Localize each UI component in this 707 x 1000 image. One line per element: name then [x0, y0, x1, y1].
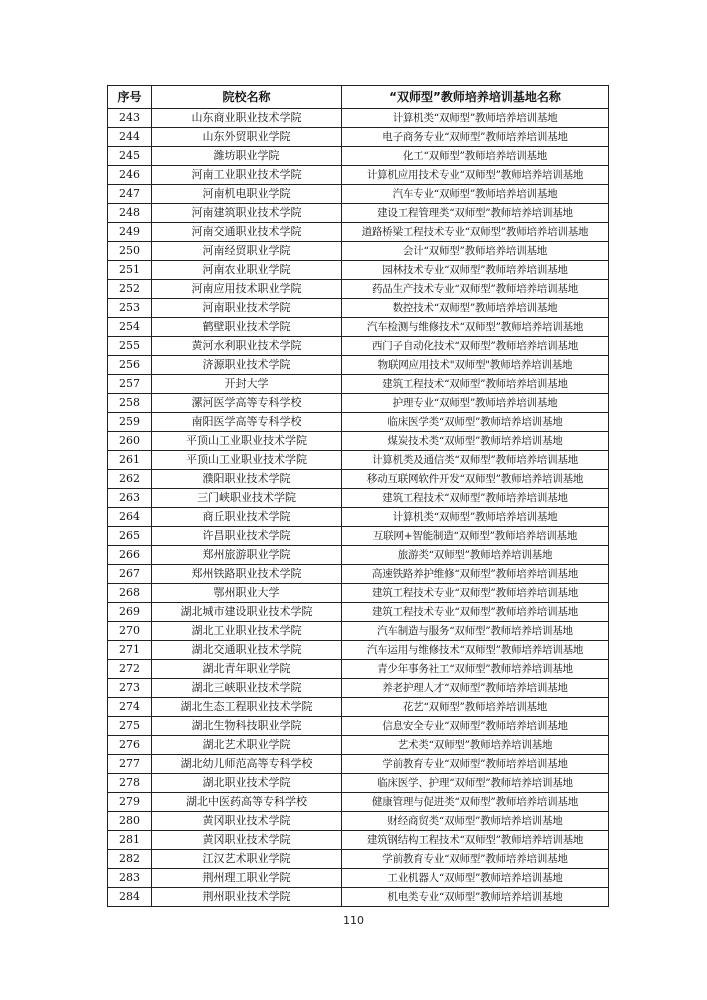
document-page [107, 85, 608, 907]
table-row [108, 413, 609, 432]
base-name: 汽车制造与服务“双师型”教师培养培训基地 [342, 622, 609, 641]
row-index: 256 [108, 356, 152, 375]
base-name: 建筑工程技术“双师型”教师培养培训基地 [342, 375, 609, 394]
table-row [108, 337, 609, 356]
base-name: 园林技术专业“双师型”教师培养培训基地 [342, 261, 609, 280]
row-index: 272 [108, 660, 152, 679]
table-row [108, 736, 609, 755]
row-index: 273 [108, 679, 152, 698]
table-row [108, 565, 609, 584]
row-index: 258 [108, 394, 152, 413]
row-index: 267 [108, 565, 152, 584]
base-name: 青少年事务社工“双师型”教师培养培训基地 [342, 660, 609, 679]
table-row [108, 299, 609, 318]
row-index: 250 [108, 242, 152, 261]
table-row [108, 679, 609, 698]
base-name: 道路桥梁工程技术专业“双师型”教师培养培训基地 [342, 223, 609, 242]
row-index: 278 [108, 774, 152, 793]
row-index: 274 [108, 698, 152, 717]
table-row [108, 774, 609, 793]
base-name: 学前教育专业“双师型”教师培养培训基地 [342, 755, 609, 774]
row-index: 245 [108, 147, 152, 166]
header-base-name: “双师型”教师培养培训基地名称 [342, 86, 609, 109]
base-name: 财经商贸类“双师型”教师培养培训基地 [342, 812, 609, 831]
table-row [108, 489, 609, 508]
base-name: 学前教育专业“双师型”教师培养培训基地 [342, 850, 609, 869]
table-row [108, 812, 609, 831]
table-row [108, 147, 609, 166]
base-name: 汽车运用与维修技术“双师型”教师培养培训基地 [342, 641, 609, 660]
school-name: 河南交通职业技术学院 [152, 223, 342, 242]
base-name: 计算机类及通信类“双师型”教师培养培训基地 [342, 451, 609, 470]
base-name: 煤炭技术类“双师型”教师培养培训基地 [342, 432, 609, 451]
table-row [108, 470, 609, 489]
table-row [108, 793, 609, 812]
base-name: 养老护理人才“双师型”教师培养培训基地 [342, 679, 609, 698]
table-row [108, 128, 609, 147]
table-row [108, 242, 609, 261]
row-index: 266 [108, 546, 152, 565]
row-index: 244 [108, 128, 152, 147]
base-name: 计算机应用技术专业“双师型”教师培养培训基地 [342, 166, 609, 185]
school-name: 荆州理工职业学院 [152, 869, 342, 888]
base-name: 建筑工程技术专业“双师型”教师培养培训基地 [342, 584, 609, 603]
table-row [108, 888, 609, 907]
table-row [108, 869, 609, 888]
row-index: 263 [108, 489, 152, 508]
row-index: 262 [108, 470, 152, 489]
table-row [108, 432, 609, 451]
school-name: 黄河水利职业技术学院 [152, 337, 342, 356]
row-index: 264 [108, 508, 152, 527]
table-row [108, 166, 609, 185]
base-name: 护理专业“双师型”教师培养培训基地 [342, 394, 609, 413]
base-name: 会计“双师型”教师培养培训基地 [342, 242, 609, 261]
row-index: 268 [108, 584, 152, 603]
base-name: 花艺“双师型”教师培养培训基地 [342, 698, 609, 717]
table-row [108, 603, 609, 622]
row-index: 283 [108, 869, 152, 888]
table-row [108, 641, 609, 660]
school-name: 郑州旅游职业学院 [152, 546, 342, 565]
school-name: 山东外贸职业学院 [152, 128, 342, 147]
table-row [108, 508, 609, 527]
row-index: 275 [108, 717, 152, 736]
row-index: 249 [108, 223, 152, 242]
row-index: 246 [108, 166, 152, 185]
school-name: 湖北青年职业学院 [152, 660, 342, 679]
base-name: 药品生产技术专业“双师型”教师培养培训基地 [342, 280, 609, 299]
table-header-row [108, 86, 609, 109]
row-index: 259 [108, 413, 152, 432]
base-name: 工业机器人“双师型”教师培养培训基地 [342, 869, 609, 888]
row-index: 243 [108, 109, 152, 128]
school-name: 潍坊职业学院 [152, 147, 342, 166]
row-index: 281 [108, 831, 152, 850]
table-row [108, 584, 609, 603]
school-name: 湖北三峡职业技术学院 [152, 679, 342, 698]
row-index: 260 [108, 432, 152, 451]
base-name: 电子商务专业“双师型”教师培养培训基地 [342, 128, 609, 147]
table-row [108, 451, 609, 470]
page-number: 110 [343, 914, 364, 927]
row-index: 247 [108, 185, 152, 204]
school-name: 濮阳职业技术学院 [152, 470, 342, 489]
row-index: 271 [108, 641, 152, 660]
table-row [108, 527, 609, 546]
table-row [108, 717, 609, 736]
school-name: 开封大学 [152, 375, 342, 394]
row-index: 284 [108, 888, 152, 907]
table-row [108, 394, 609, 413]
row-index: 252 [108, 280, 152, 299]
table-row [108, 831, 609, 850]
base-name: 高速铁路养护维修“双师型”教师培养培训基地 [342, 565, 609, 584]
row-index: 261 [108, 451, 152, 470]
base-name: 信息安全专业“双师型”教师培养培训基地 [342, 717, 609, 736]
school-name: 河南经贸职业学院 [152, 242, 342, 261]
header-index: 序号 [108, 86, 152, 109]
base-name: 旅游类“双师型”教师培养培训基地 [342, 546, 609, 565]
base-name: 物联网应用技术"双师型"教师培养培训基地 [342, 356, 609, 375]
base-name: 汽车专业“双师型”教师培养培训基地 [342, 185, 609, 204]
base-name: 移动互联网软件开发“双师型”教师培养培训基地 [342, 470, 609, 489]
base-name: 建筑工程技术专业“双师型”教师培养培训基地 [342, 603, 609, 622]
school-name: 南阳医学高等专科学校 [152, 413, 342, 432]
base-name: 建筑钢结构工程技术“双师型”教师培养培训基地 [342, 831, 609, 850]
base-name: 健康管理与促进类“双师型”教师培养培训基地 [342, 793, 609, 812]
base-name: 数控技术“双师型”教师培养培训基地 [342, 299, 609, 318]
school-name: 湖北中医药高等专科学校 [152, 793, 342, 812]
table-row [108, 185, 609, 204]
school-name: 漯河医学高等专科学校 [152, 394, 342, 413]
school-name: 河南机电职业学院 [152, 185, 342, 204]
table-row [108, 375, 609, 394]
base-name: 化工“双师型”教师培养培训基地 [342, 147, 609, 166]
base-name: 汽车检测与维修技术“双师型”教师培养培训基地 [342, 318, 609, 337]
row-index: 255 [108, 337, 152, 356]
school-name: 河南职业技术学院 [152, 299, 342, 318]
table-row [108, 280, 609, 299]
school-name: 山东商业职业技术学院 [152, 109, 342, 128]
school-name: 湖北幼儿师范高等专科学校 [152, 755, 342, 774]
school-name: 黄冈职业技术学院 [152, 812, 342, 831]
row-index: 279 [108, 793, 152, 812]
school-name: 许昌职业技术学院 [152, 527, 342, 546]
table-row [108, 698, 609, 717]
row-index: 251 [108, 261, 152, 280]
table-row [108, 755, 609, 774]
header-school-name: 院校名称 [152, 86, 342, 109]
base-name: 建筑工程技术“双师型”教师培养培训基地 [342, 489, 609, 508]
school-name: 河南工业职业技术学院 [152, 166, 342, 185]
table-row [108, 318, 609, 337]
table-row [108, 204, 609, 223]
school-name: 湖北生物科技职业学院 [152, 717, 342, 736]
school-name: 河南建筑职业技术学院 [152, 204, 342, 223]
row-index: 282 [108, 850, 152, 869]
base-name: 机电类专业“双师型”教师培养培训基地 [342, 888, 609, 907]
school-name: 鹤壁职业技术学院 [152, 318, 342, 337]
school-name: 江汉艺术职业学院 [152, 850, 342, 869]
school-name: 湖北艺术职业学院 [152, 736, 342, 755]
base-name: 西门子自动化技术“双师型”教师培养培训基地 [342, 337, 609, 356]
table-row [108, 261, 609, 280]
table-row [108, 109, 609, 128]
base-name: 建设工程管理类“双师型”教师培养培训基地 [342, 204, 609, 223]
school-name: 平顶山工业职业技术学院 [152, 432, 342, 451]
school-name: 黄冈职业技术学院 [152, 831, 342, 850]
base-name: 互联网+智能制造“双师型”教师培养培训基地 [342, 527, 609, 546]
row-index: 254 [108, 318, 152, 337]
table-row [108, 850, 609, 869]
base-name: 临床医学、护理“双师型”教师培养培训基地 [342, 774, 609, 793]
row-index: 265 [108, 527, 152, 546]
base-name: 计算机类“双师型”教师培养培训基地 [342, 508, 609, 527]
row-index: 280 [108, 812, 152, 831]
school-name: 三门峡职业技术学院 [152, 489, 342, 508]
school-name: 河南应用技术职业学院 [152, 280, 342, 299]
row-index: 277 [108, 755, 152, 774]
school-name: 湖北生态工程职业技术学院 [152, 698, 342, 717]
school-name: 济源职业技术学院 [152, 356, 342, 375]
row-index: 248 [108, 204, 152, 223]
row-index: 253 [108, 299, 152, 318]
base-name: 艺术类“双师型”教师培养培训基地 [342, 736, 609, 755]
school-name: 湖北职业技术学院 [152, 774, 342, 793]
school-name: 荆州职业技术学院 [152, 888, 342, 907]
training-base-table [107, 85, 609, 907]
school-name: 湖北交通职业技术学院 [152, 641, 342, 660]
school-name: 湖北工业职业技术学院 [152, 622, 342, 641]
table-body [108, 109, 609, 907]
row-index: 269 [108, 603, 152, 622]
table-row [108, 660, 609, 679]
table-row [108, 356, 609, 375]
school-name: 鄂州职业大学 [152, 584, 342, 603]
base-name: 计算机类“双师型”教师培养培训基地 [342, 109, 609, 128]
row-index: 270 [108, 622, 152, 641]
table-row [108, 546, 609, 565]
school-name: 湖北城市建设职业技术学院 [152, 603, 342, 622]
school-name: 商丘职业技术学院 [152, 508, 342, 527]
base-name: 临床医学类“双师型”教师培养培训基地 [342, 413, 609, 432]
row-index: 276 [108, 736, 152, 755]
school-name: 河南农业职业学院 [152, 261, 342, 280]
table-row [108, 223, 609, 242]
row-index: 257 [108, 375, 152, 394]
school-name: 郑州铁路职业技术学院 [152, 565, 342, 584]
school-name: 平顶山工业职业技术学院 [152, 451, 342, 470]
table-row [108, 622, 609, 641]
